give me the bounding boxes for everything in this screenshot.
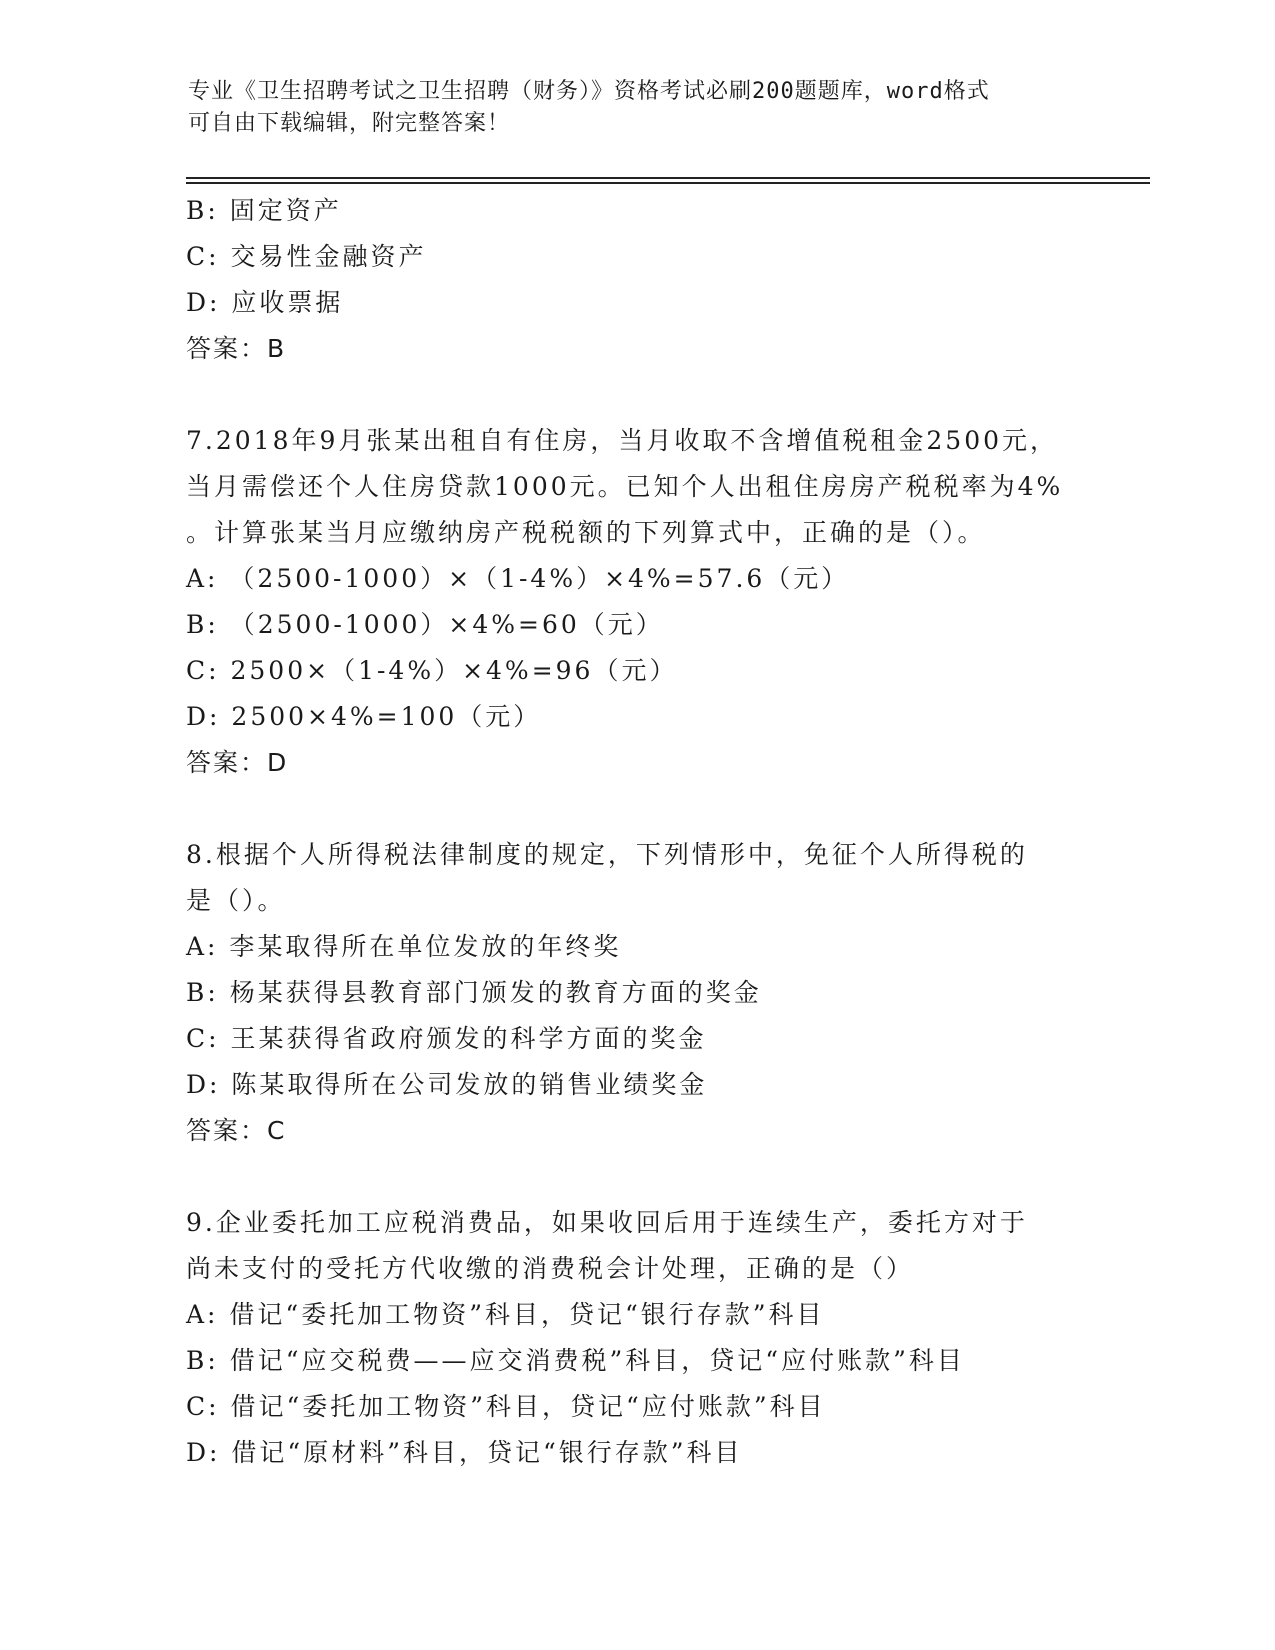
header-line-1: 专业《卫生招聘考试之卫生招聘（财务）》资格考试必刷200题题库，word格式 [188, 79, 990, 104]
option-d: D: 陈某取得所在公司发放的销售业绩奖金 [186, 1070, 708, 1099]
header-line-2: 可自由下载编辑，附完整答案！ [188, 111, 511, 136]
spacer [186, 1154, 1086, 1200]
question-stem: 当月需偿还个人住房贷款1000元。已知个人出租住房房产税税率为4% [186, 472, 1064, 501]
spacer [186, 786, 1086, 832]
answer-line: 答案：B [186, 334, 287, 363]
question-stem: 9.企业委托加工应税消费品，如果收回后用于连续生产，委托方对于 [186, 1208, 1028, 1237]
option-a: A: 借记“委托加工物资”科目，贷记“银行存款”科目 [186, 1300, 825, 1329]
question-6-tail [186, 188, 1086, 372]
option-b: B: 借记“应交税费——应交消费税”科目，贷记“应付账款”科目 [186, 1346, 965, 1375]
answer-line: 答案：D [186, 748, 289, 777]
option-d: D: 借记“原材料”科目，贷记“银行存款”科目 [186, 1438, 743, 1467]
option-d: D: 2500×4%=100（元） [186, 702, 542, 731]
header-divider-bottom [186, 182, 1150, 184]
option-c: C: 2500×（1-4%）×4%=96（元） [186, 656, 678, 685]
question-content [186, 188, 1086, 1476]
option-a: A: （2500-1000）×（1-4%）×4%=57.6（元） [186, 564, 850, 593]
option-b: B: （2500-1000）×4%=60（元） [186, 610, 664, 639]
option-b: B: 杨某获得县教育部门颁发的教育方面的奖金 [186, 978, 762, 1007]
question-7 [186, 418, 1086, 786]
question-9 [186, 1200, 1086, 1476]
question-8 [186, 832, 1086, 1154]
answer-line: 答案：C [186, 1116, 287, 1145]
question-stem: 。计算张某当月应缴纳房产税税额的下列算式中，正确的是（）。 [186, 518, 986, 547]
option-c: C: 王某获得省政府颁发的科学方面的奖金 [186, 1024, 707, 1053]
option-d: D: 应收票据 [186, 288, 344, 317]
question-stem: 尚未支付的受托方代收缴的消费税会计处理，正确的是（） [186, 1254, 915, 1283]
document-header [188, 76, 1088, 140]
option-b: B: 固定资产 [186, 196, 342, 225]
question-stem: 8.根据个人所得税法律制度的规定，下列情形中，免征个人所得税的 [186, 840, 1028, 869]
option-a: A: 李某取得所在单位发放的年终奖 [186, 932, 622, 961]
option-c: C: 交易性金融资产 [186, 242, 427, 271]
question-stem: 是（）。 [186, 886, 286, 915]
question-stem: 7.2018年9月张某出租自有住房，当月收取不含增值税租金2500元， [186, 426, 1059, 455]
spacer [186, 372, 1086, 418]
header-divider-top [186, 177, 1150, 179]
option-c: C: 借记“委托加工物资”科目，贷记“应付账款”科目 [186, 1392, 826, 1421]
